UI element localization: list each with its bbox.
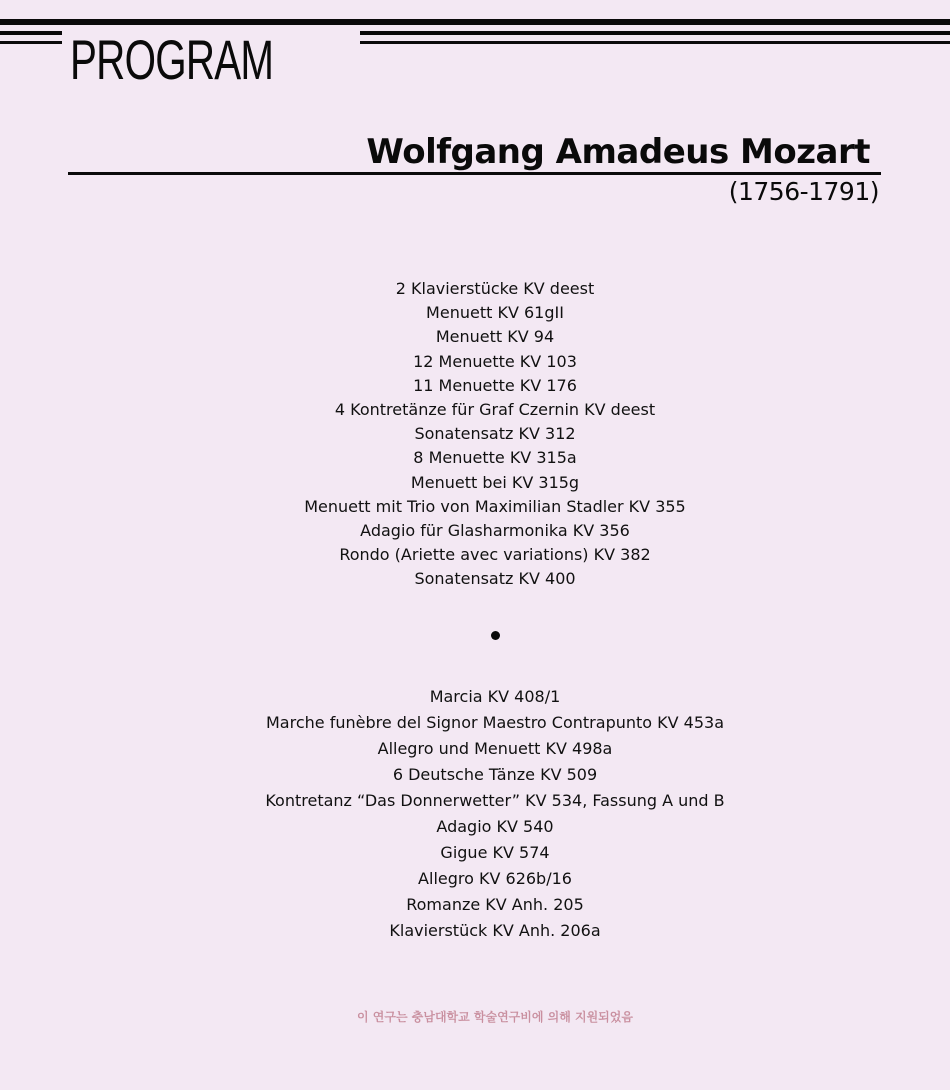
program-item: Rondo (Ariette avec variations) KV 382: [339, 545, 651, 565]
program-item: Klavierstück KV Anh. 206a: [389, 921, 601, 940]
program-item: Adagio KV 540: [436, 817, 554, 836]
program-item: Sonatensatz KV 312: [414, 424, 576, 444]
program-item: Marcia KV 408/1: [429, 687, 561, 706]
program-list-part1: [0, 277, 950, 592]
program-item: Kontretanz “Das Donnerwetter” KV 534, Fassung A und B: [265, 791, 725, 810]
program-item: 12 Menuette KV 103: [413, 351, 577, 371]
program-heading: PROGRAM: [70, 28, 274, 91]
program-item: 11 Menuette KV 176: [413, 375, 577, 395]
composer-dates: (1756-1791): [728, 177, 879, 206]
program-item: Menuett bei KV 315g: [410, 472, 580, 492]
program-list-part2: [0, 684, 950, 944]
header-stripe-top: [0, 19, 950, 25]
program-item: Sonatensatz KV 400: [414, 569, 576, 589]
program-item: Menuett KV 61gII: [426, 303, 564, 323]
program-item: Adagio für Glasharmonika KV 356: [360, 521, 630, 541]
program-item: Menuett KV 94: [435, 327, 555, 347]
composer-name: Wolfgang Amadeus Mozart: [366, 132, 870, 172]
program-item: Gigue KV 574: [440, 843, 550, 862]
program-item: Marche funèbre del Signor Maestro Contrapunto KV 453a: [265, 713, 725, 732]
program-item: 2 Klavierstücke KV deest: [395, 279, 595, 298]
program-item: 8 Menuette KV 315a: [413, 448, 577, 468]
program-item: 4 Kontretänze für Graf Czernin KV deest: [334, 400, 656, 420]
program-item: Allegro und Menuett KV 498a: [377, 739, 613, 758]
program-heading-wrap: [62, 28, 360, 92]
program-item: Menuett mit Trio von Maximilian Stadler KV 355: [304, 496, 686, 516]
separator-dot: [491, 631, 500, 640]
program-item: 6 Deutsche Tänze KV 509: [392, 765, 598, 784]
program-item: Romanze KV Anh. 205: [406, 895, 584, 914]
program-item: Allegro KV 626b/16: [418, 869, 572, 888]
footer-note: 이 연구는 충남대학교 학술연구비에 의해 지원되었음: [357, 1010, 633, 1024]
